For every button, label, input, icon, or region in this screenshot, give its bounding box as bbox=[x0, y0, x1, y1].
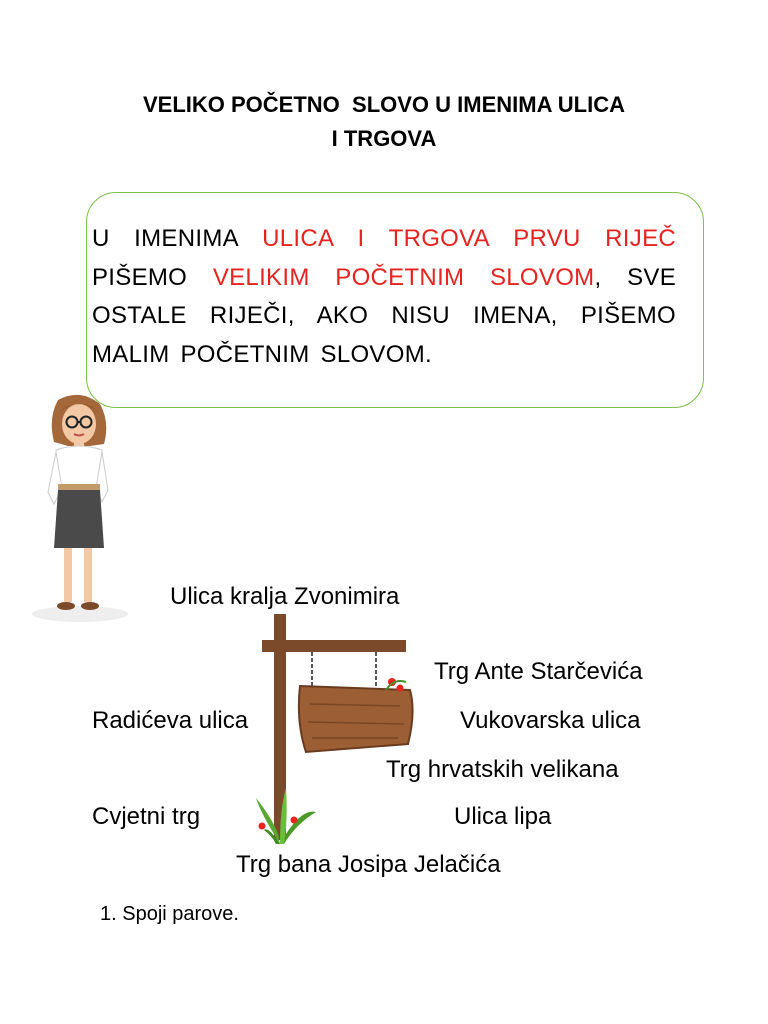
signpost-illustration bbox=[250, 612, 420, 872]
rule-highlight-1: ULICA I TRGOVA PRVU RIJEČ bbox=[262, 225, 677, 252]
street-radiceva-ulica: Radićeva ulica bbox=[92, 707, 249, 734]
teacher-illustration bbox=[20, 392, 140, 632]
title-line-1: VELIKO POČETNO SLOVO U IMENIMA ULICA bbox=[143, 92, 625, 117]
street-vukovarska-ulica: Vukovarska ulica bbox=[460, 707, 641, 734]
street-trg-hrvatskih-velikana: Trg hrvatskih velikana bbox=[386, 756, 619, 783]
task-instruction: 1. Spoji parove. bbox=[100, 903, 239, 925]
rule-text bbox=[92, 220, 676, 374]
page-title bbox=[60, 88, 708, 156]
street-ulica-lipa: Ulica lipa bbox=[454, 803, 552, 830]
rule-part-2: PIŠEMO bbox=[92, 263, 213, 291]
rule-part-1: U IMENIMA bbox=[92, 225, 263, 252]
street-ulica-kralja-zvonimira: Ulica kralja Zvonimira bbox=[170, 583, 400, 610]
rule-part-3: , SVE OSTALE RIJEČI, AKO NISU IMENA, PIŠEMO MALIM POČETNIM SLOVOM. bbox=[92, 263, 677, 368]
street-trg-bana-josipa-jelacica: Trg bana Josipa Jelačića bbox=[236, 851, 501, 878]
rule-highlight-2: VELIKIM POČETNIM SLOVOM bbox=[212, 263, 595, 291]
street-cvjetni-trg: Cvjetni trg bbox=[92, 803, 201, 830]
street-trg-ante-starcevica: Trg Ante Starčevića bbox=[434, 658, 643, 685]
title-line-2: I TRGOVA bbox=[331, 126, 437, 151]
